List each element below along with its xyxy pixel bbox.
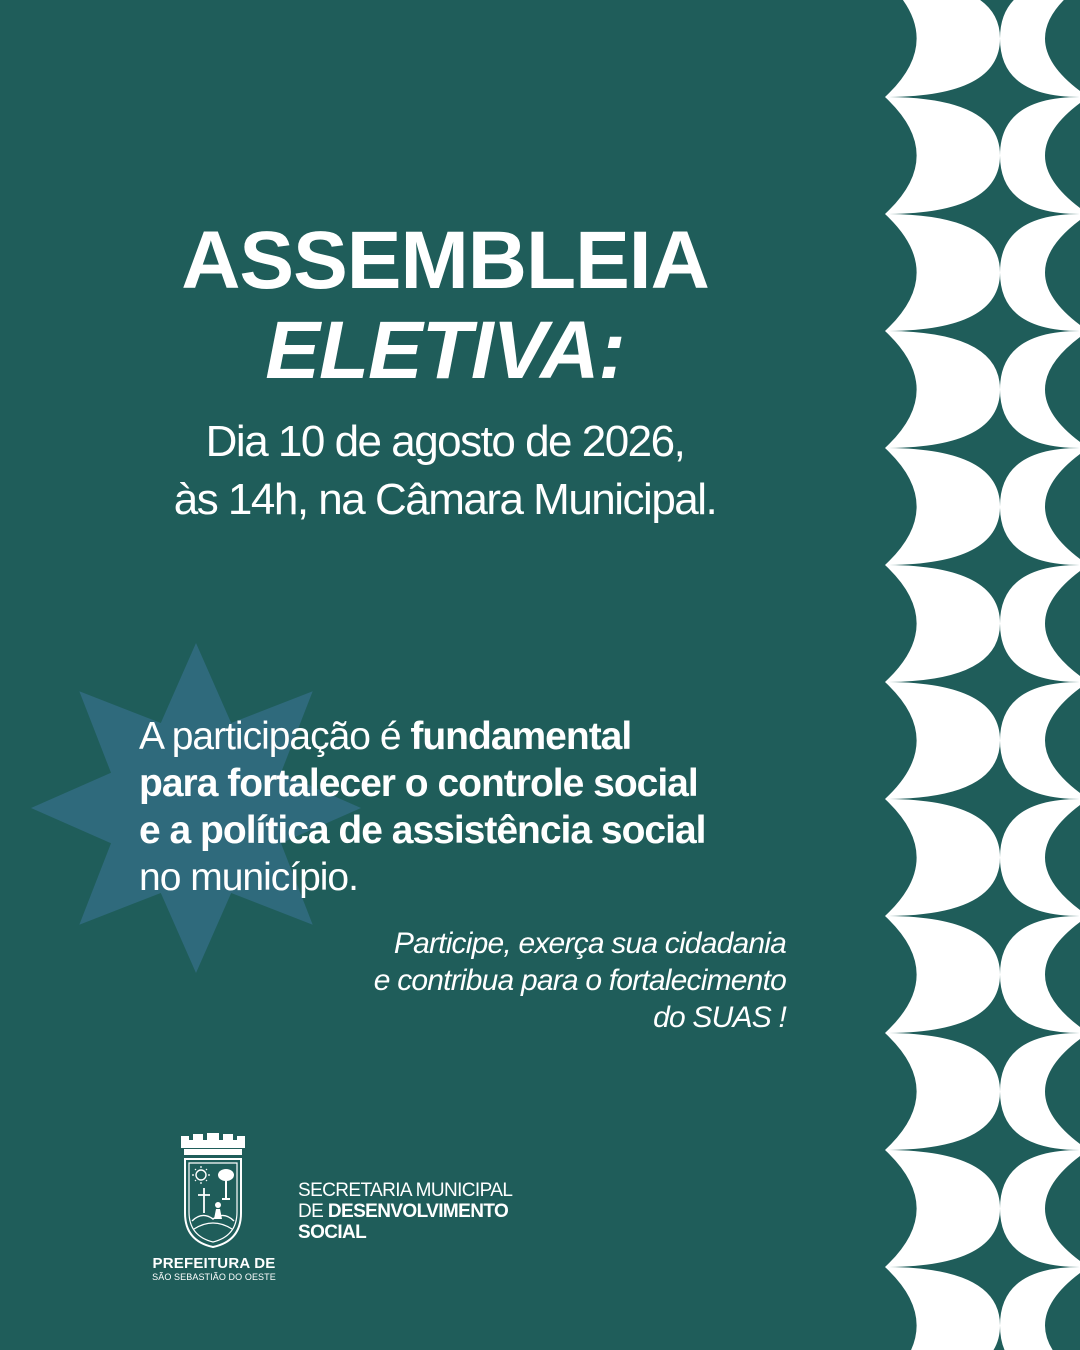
pattern-leaf-left [885, 1267, 1000, 1350]
call-line-2: e contribua para o fortalecimento [373, 964, 786, 997]
secretaria-line-3: SOCIAL [298, 1222, 367, 1243]
call-to-action [200, 925, 786, 1036]
call-line-1: Participe, exerça sua cidadania [393, 927, 786, 960]
pattern-leaf-right [1000, 97, 1080, 214]
pattern-leaf-right [1000, 1150, 1080, 1267]
pattern-leaf-right [1000, 214, 1080, 331]
headline-line-1: ASSEMBLEIA [181, 215, 709, 306]
pattern-leaf-left [885, 1033, 1000, 1150]
pattern-leaf-right [1000, 448, 1080, 565]
pattern-leaf-left [885, 565, 1000, 682]
secretaria-bold: DESENVOLVIMENTO [327, 1201, 509, 1222]
pattern-leaf-right [1000, 916, 1080, 1033]
pattern-leaf-right [1000, 799, 1080, 916]
pattern-leaf-left [885, 214, 1000, 331]
secretaria-prefix: DE [298, 1201, 328, 1222]
body-text-4: e a política de assistência social [139, 809, 706, 852]
pattern-leaf-left [885, 97, 1000, 214]
pattern-leaf-right [1000, 1267, 1080, 1350]
pattern-leaf-right [1000, 1033, 1080, 1150]
pattern-leaf-right [1000, 565, 1080, 682]
body-text-5: no município. [139, 856, 358, 899]
side-leaf-pattern [885, 0, 1080, 1350]
event-date-line-1: Dia 10 de agosto de 2026, [205, 417, 685, 466]
secretaria-line-1: SECRETARIA MUNICIPAL [298, 1180, 513, 1201]
body-text-1: A participação é [139, 715, 411, 758]
pattern-leaf-right [1000, 331, 1080, 448]
pattern-leaf-left [885, 448, 1000, 565]
call-line-3: do SUAS ! [653, 1001, 786, 1034]
pattern-leaf-left [885, 682, 1000, 799]
headline-line-2: ELETIVA: [265, 305, 625, 396]
pattern-leaf-right [1000, 682, 1080, 799]
city-coat-of-arms-icon [180, 1133, 246, 1251]
pattern-leaf-left [885, 916, 1000, 1033]
pattern-leaf-left [885, 331, 1000, 448]
municipality-name: SÃO SEBASTIÃO DO OESTE [152, 1272, 276, 1282]
pattern-leaf-left [885, 799, 1000, 916]
pattern-leaf-left [885, 0, 1000, 97]
pattern-leaf-right [1000, 0, 1080, 97]
event-date-line-2: às 14h, na Câmara Municipal. [173, 475, 717, 524]
body-text-2: fundamental [410, 715, 632, 758]
body-paragraph [139, 713, 799, 901]
prefeitura-label: PREFEITURA DE [152, 1255, 276, 1272]
body-text-3: para fortalecer o controle social [139, 762, 698, 805]
pattern-leaf-left [885, 1150, 1000, 1267]
secretaria-line-2 [298, 1202, 508, 1221]
